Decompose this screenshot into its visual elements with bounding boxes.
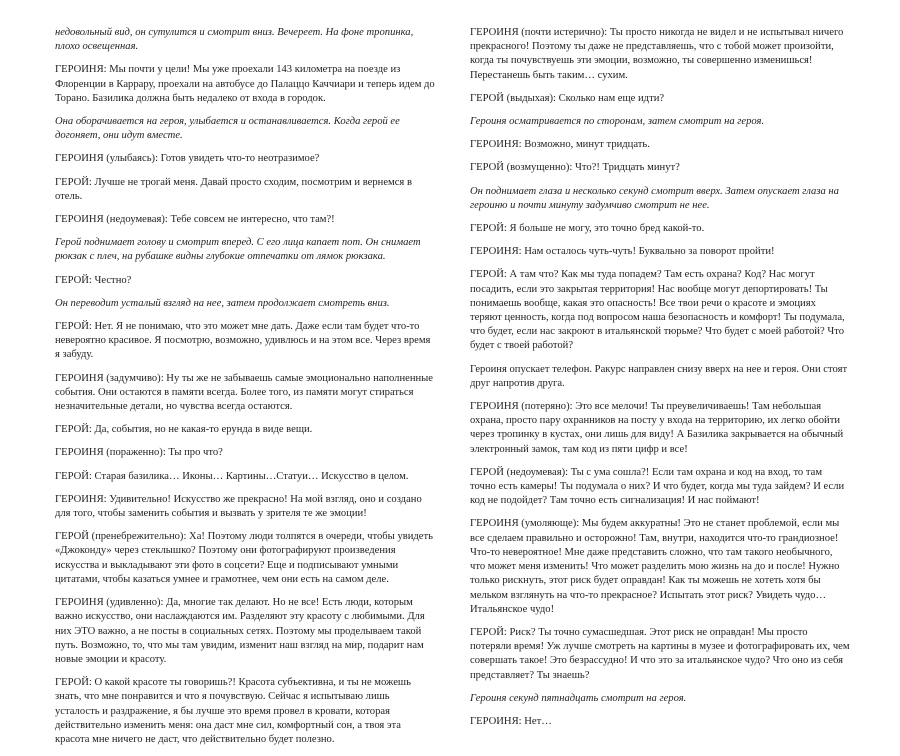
dialogue-line: ГЕРОЙ (пренебрежительно): Ха! Поэтому люди толпятся в очереди, чтобы увидеть «Джоконду» через стеклышко? Поэтому они фотографируют произведения искусства и выкладывают эти фото в соцсети? Еще и подписывают умными цитатами, чтобы казаться умнее и грамотнее, чем они есть на самом деле. [55, 531, 433, 585]
dialogue-line: ГЕРОЙ: Я больше не могу, это точно бред какой-то. [470, 223, 705, 235]
dialogue-line: ГЕРОИНЯ (удивленно): Да, многие так делают. Но не все! Есть люди, которым важно искусство, они наслаждаются им. Разделяют эту красоту с любимыми. Для них ЭТО важно, а не посты в социальных сетях. Поэтому мы проделываем такой путь. Возможно, то, что мы там увидим, изменит наш взгляд на мир, подарит нам новые эмоции и красоту. [55, 597, 425, 665]
dialogue-line: ГЕРОИНЯ (потерянo): Это все мелочи! Ты преувеличиваешь! Там небольшая охрана, просто пару охранников на посту у входа на территорию, их легко обойти через тропинку в кустах, они лишь для виду! А Базилика закрывается на обычный электронный замок, там код из пяти цифр и все! [470, 401, 844, 455]
dialogue-line: ГЕРОИНЯ: Мы почти у цели! Мы уже проехали 143 километра на поезде из Флоренции в Каррару, проехали на автобусе до Палаццо Каччиари и теперь идем до Торано. Базилика должна быть недалеко от входа в городок. [55, 64, 435, 104]
dialogue-line: ГЕРОИНЯ: Нет… [470, 715, 552, 727]
dialogue-line: ГЕРОИНЯ (умоляюще): Мы будем аккуратны! Это не станет проблемой, если мы все сделаем правильно и осторожно! Там, внутри, находится что-то грандиозное! Что-то невероятное! Мне даже представить сложно, что там такого необычного, что может меня изменить! Что может разделить мою жизнь на до и после! Нужно только рискнуть, этот риск будет оправдан! Как ты можешь не хотеть хотя бы мельком взглянуть на что-то прекрасное? Испытать этот риск? Увидеть чудо… Итальянское чудо! [470, 518, 840, 615]
dialogue-line: ГЕРОИНЯ (почти истерично): Ты просто никогда не видел и не испытывал ничего прекрасного! Поэтому ты даже не представляешь, что с тобой может произойти, когда ты почувствуешь эти эмоции, возможно, ты совершенно изменишься! Перестанешь быть таким… сухим. [470, 27, 844, 81]
stage-direction: Героиня секунд пятнадцать смотрит на героя. [470, 692, 687, 704]
dialogue-line: ГЕРОИНЯ: Удивительно! Искусство же прекрасно! На мой взгляд, оно и создано для того, чтобы заменить события и вызвать у зрителя те же эмоции! [55, 493, 422, 520]
dialogue-line: ГЕРОЙ: Честно? [55, 274, 132, 286]
stage-direction: Он поднимает глаза и несколько секунд смотрит вверх. Затем опускает глаза на героиню и почти минуту задумчиво смотрит не нее. [470, 185, 839, 211]
stage-direction: Он переводит усталый взгляд на нее, затем продолжает смотреть вниз. [55, 297, 390, 309]
action-line: Героиня опускает телефон. Ракурс направлен снизу вверх на нее и героя. Они стоят друг напротив друга. [470, 363, 848, 389]
dialogue-line: ГЕРОЙ: А там что? Как мы туда попадем? Там есть охрана? Код? Нас могут посадить, если это закрытая территория! Нас вообще могут депортировать! Ты понимаешь вообще, какая это опасность! Все твои речи о красоте и эмоциях теряют ценность, когда под вопросом наша безопасность и комфорт! Ты подумала, что будет, если нас закроют в итальянской тюрьме? Что будет с моей работой? Что будет с твоей работой? [470, 269, 845, 352]
stage-direction: Она оборачивается на героя, улыбается и останавливается. Когда герой ее догоняет, они идут вместе. [55, 116, 400, 142]
dialogue-line: ГЕРОИНЯ (задумчиво): Ну ты же не забываешь самые эмоционально наполненные события. Они остаются в памяти всегда. Более того, из памяти могут стираться незначительные детали, но чувства всегда остаются. [55, 372, 433, 413]
dialogue-line: ГЕРОЙ: Нет. Я не понимаю, что это может мне дать. Даже если там будет что-то невероятно красивое. Я посмотрю, возможно, удивлюсь и на этом все. Через время я забуду. [55, 321, 431, 361]
dialogue-line: ГЕРОЙ (недоумевая): Ты с ума сошла?! Если там охрана и код на вход, то там точно есть камеры! Ты подумала о них? И что будет, когда мы туда зайдем? И если код не подойдет? Там точно есть сигнализация! И нас поймают! [470, 466, 845, 507]
right-page [470, 0, 850, 727]
left-page-text [55, 26, 435, 756]
left-page [55, 0, 435, 745]
dialogue-line: ГЕРОИНЯ (улыбаясь): Готов увидеть что-то неотразимое? [55, 153, 320, 165]
dialogue-line: ГЕРОЙ: Старая базилика… Иконы… Картины…Статуи… Искусство в целом. [55, 470, 409, 482]
dialogue-line: ГЕРОЙ: Да, события, но не какая-то ерунда в виде вещи. [55, 424, 313, 436]
dialogue-line: ГЕРОЙ: Лучше не трогай меня. Давай просто сходим, посмотрим и вернемся в отель. [55, 176, 412, 202]
dialogue-line: ГЕРОИНЯ: Возможно, минут тридцать. [470, 139, 650, 151]
dialogue-line: ГЕРОЙ (возмущенно): Что?! Тридцать минут? [470, 162, 680, 174]
dialogue-line: ГЕРОИНЯ (пораженно): Ты про что? [55, 447, 223, 459]
dialogue-line: ГЕРОИНЯ: Нам осталось чуть-чуть! Буквально за поворот пройти! [470, 246, 775, 258]
stage-direction: Герой поднимает голову и смотрит вперед. С его лица капает пот. Он снимает рюкзак с плеч, на рубашке видны глубокие отпечатки от лямок рюкзака. [55, 237, 421, 263]
dialogue-line: ГЕРОЙ: О какой красоте ты говоришь?! Красота субъективна, и ты не можешь знать, что мне понравится и что я почувствую. Сейчас я испытываю лишь усталость и раздражение, я бы лучше это время провел в кровати, которая действительно изменить меня: она даст мне сил, комфортный сон, а твоя эта красота мне ничего не даст, что действительно будет полезно. [55, 677, 411, 745]
stage-direction: Героиня осматривается по сторонам, затем смотрит на героя. [470, 116, 765, 128]
right-page-text [470, 26, 850, 738]
dialogue-line: ГЕРОЙ: Риск? Ты точно сумасшедшая. Этот риск не оправдан! Мы просто потеряли время! Уж лучше смотреть на картины в музее и фотографировать их, чем совершать такое! Это безрассудно! И что это за итальянское чудо? Что оно из себя представляет? Ты знаешь? [470, 626, 850, 681]
dialogue-line: ГЕРОИНЯ (недоумевая): Тебе совсем не интересно, что там?! [55, 214, 335, 226]
stage-direction: недовольный вид, он сутулится и смотрит вниз. Вечереет. На фоне тропинка, плохо освещенная. [55, 27, 414, 53]
dialogue-line: ГЕРОЙ (выдыхая): Сколько нам еще идти? [470, 92, 665, 104]
